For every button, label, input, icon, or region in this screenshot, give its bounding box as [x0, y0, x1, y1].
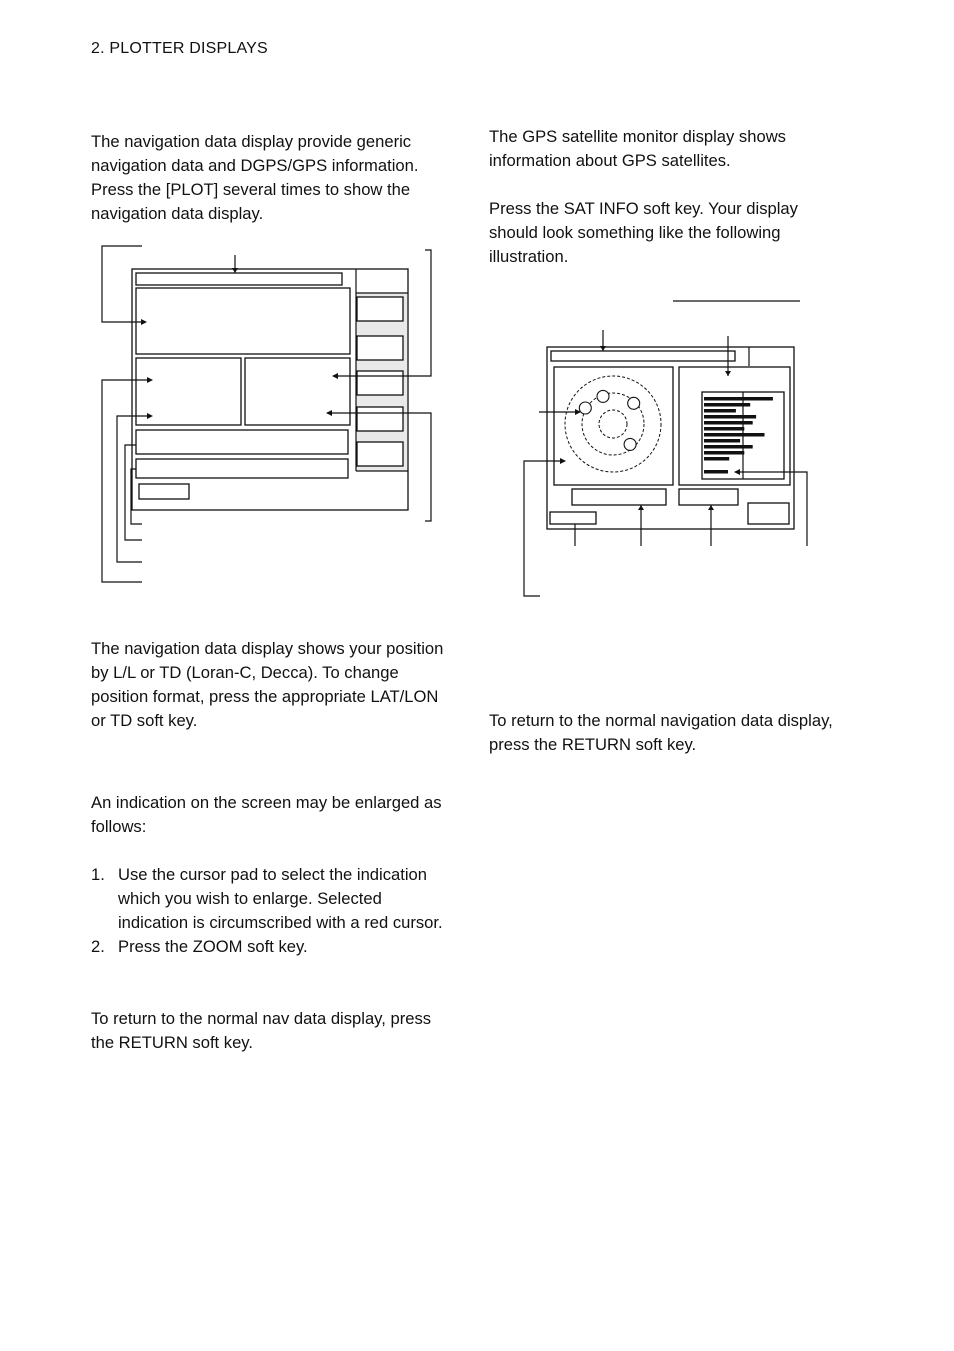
data-box-right[interactable]	[245, 358, 350, 425]
signal-bar-7	[704, 433, 765, 437]
return-paragraph-right: To return to the normal navigation data display, press the RETURN soft key.	[489, 711, 833, 754]
sat-button-wide[interactable]	[572, 489, 666, 505]
sat-button-small[interactable]	[550, 512, 596, 524]
soft-key-5[interactable]	[357, 442, 403, 466]
soft-key-1[interactable]	[357, 297, 403, 321]
data-bar-2[interactable]	[136, 459, 348, 478]
signal-bar-2	[704, 403, 750, 407]
nav-data-display-figure	[95, 240, 440, 592]
small-button[interactable]	[139, 484, 189, 499]
gps-intro-paragraph: The GPS satellite monitor display shows information about GPS satellites.	[489, 127, 786, 170]
enlarge-steps	[91, 863, 447, 959]
soft-key-3[interactable]	[357, 371, 403, 395]
satellite-marker-2	[597, 390, 609, 402]
signal-bar-9	[704, 445, 753, 449]
enlarge-paragraph: An indication on the screen may be enlarged as follows:	[91, 793, 442, 836]
sat-title-bar	[551, 351, 735, 361]
return-paragraph-left: To return to the normal nav data display, press the RETURN soft key.	[91, 1009, 432, 1052]
data-bar-1[interactable]	[136, 430, 348, 454]
intro-paragraph: The navigation data display provide generic navigation data and DGPS/GPS information. Press the [PLOT] several times to show the navigation data display.	[91, 132, 419, 223]
signal-bar-4	[704, 415, 756, 419]
signal-bar-6	[704, 427, 744, 431]
signal-bar-3	[704, 409, 736, 413]
step-item	[91, 863, 447, 935]
satellite-marker-4	[624, 438, 636, 450]
soft-key-4[interactable]	[357, 407, 403, 431]
step-number: 2.	[91, 937, 105, 956]
signal-bar-5	[704, 421, 753, 425]
soft-key-2[interactable]	[357, 336, 403, 360]
signal-bar-10	[704, 451, 744, 455]
signal-bar-1	[704, 397, 773, 401]
section-header: 2. PLOTTER DISPLAYS	[91, 40, 268, 57]
step-item	[91, 935, 447, 959]
step-text: Press the ZOOM soft key.	[118, 937, 308, 956]
signal-bar-reference	[704, 470, 728, 474]
satellite-plot-panel[interactable]	[554, 367, 673, 485]
data-box-main[interactable]	[136, 288, 350, 354]
sat-info-paragraph: Press the SAT INFO soft key. Your display should look something like the following illustration.	[489, 199, 798, 266]
title-bar	[136, 273, 342, 285]
gps-satellite-monitor-figure	[515, 296, 815, 601]
satellite-marker-1	[579, 402, 591, 414]
signal-bar-8	[704, 439, 740, 443]
step-number: 1.	[91, 865, 105, 884]
position-paragraph: The navigation data display shows your position by L/L or TD (Loran-C, Decca). To change position format, press the appropriate LAT/LON or TD soft key.	[91, 639, 444, 730]
signal-bar-11	[704, 457, 729, 461]
step-text: Use the cursor pad to select the indication which you wish to enlarge. Selected indication is circumscribed with a red cursor.	[118, 865, 443, 932]
sat-button-medium[interactable]	[679, 489, 738, 505]
sat-return-key[interactable]	[748, 503, 789, 524]
data-box-left[interactable]	[136, 358, 241, 425]
satellite-marker-3	[628, 397, 640, 409]
